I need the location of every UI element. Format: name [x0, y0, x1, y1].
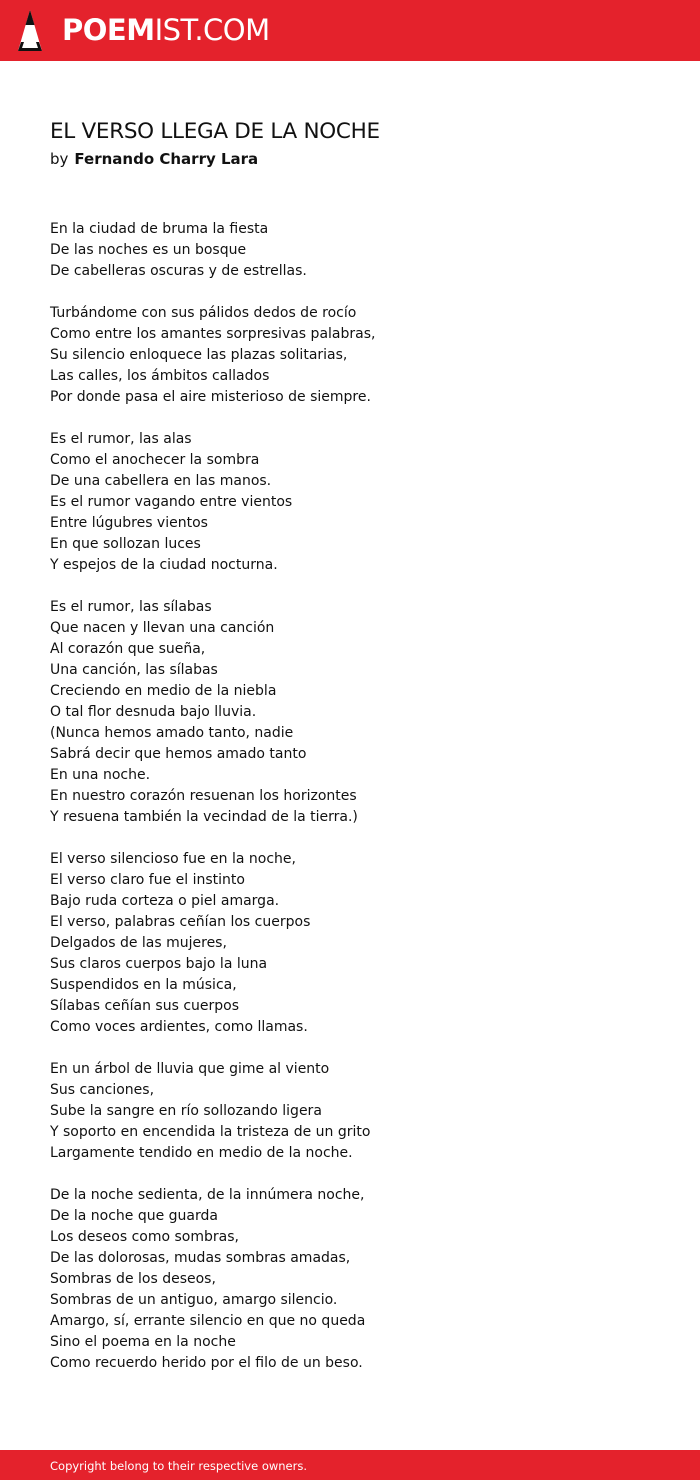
poem-line: En nuestro corazón resuenan los horizontes [50, 788, 357, 804]
poem-line: Largamente tendido en medio de la noche. [50, 1145, 353, 1161]
byline [50, 148, 258, 170]
poem-line: Turbándome con sus pálidos dedos de rocío [50, 305, 357, 321]
poem-line: (Nunca hemos amado tanto, nadie [50, 725, 294, 741]
stanza [50, 303, 670, 408]
poem-line: En que sollozan luces [50, 536, 201, 552]
logo-text-bold: POEM [62, 13, 155, 47]
poem-line: Como voces ardientes, como llamas. [50, 1019, 308, 1035]
poem-line: Una canción, las sílabas [50, 662, 218, 678]
poem-line: Y espejos de la ciudad nocturna. [50, 557, 278, 573]
poem-line: Delgados de las mujeres, [50, 935, 227, 951]
poem-line: Es el rumor, las sílabas [50, 599, 212, 615]
poem-line: Bajo ruda corteza o piel amarga. [50, 893, 280, 909]
copyright-text: Copyright belong to their respective owners. [50, 1459, 308, 1473]
poem-line: Como recuerdo herido por el filo de un beso. [50, 1355, 363, 1371]
stanza [50, 597, 670, 828]
poem-line: El verso, palabras ceñían los cuerpos [50, 914, 311, 930]
poem-line: De la noche que guarda [50, 1208, 218, 1224]
site-logo[interactable] [62, 12, 270, 48]
poem-line: Sus canciones, [50, 1082, 155, 1098]
stanza [50, 849, 670, 1038]
stanza [50, 1059, 670, 1164]
poem-line: Como entre los amantes sorpresivas palabras, [50, 326, 376, 342]
poem-body [50, 219, 670, 1395]
poem-line: En la ciudad de bruma la fiesta [50, 221, 269, 237]
poem-line: Sabrá decir que hemos amado tanto [50, 746, 307, 762]
poem-line: Sombras de los deseos, [50, 1271, 216, 1287]
poem-line: Al corazón que sueña, [50, 641, 206, 657]
pencil-tip-icon[interactable] [17, 9, 43, 52]
poem-line: Y resuena también la vecindad de la tierra.) [50, 809, 358, 825]
poem-line: Creciendo en medio de la niebla [50, 683, 277, 699]
logo-text-light: IST.COM [154, 13, 270, 47]
poem-line: Suspendidos en la música, [50, 977, 237, 993]
poem-line: Los deseos como sombras, [50, 1229, 239, 1245]
poem-line: Como el anochecer la sombra [50, 452, 260, 468]
poem-line: De las noches es un bosque [50, 242, 247, 258]
poem-line: Es el rumor, las alas [50, 431, 192, 447]
author-name: Fernando Charry Lara [74, 150, 259, 168]
poem-line: De las dolorosas, mudas sombras amadas, [50, 1250, 351, 1266]
stanza [50, 219, 670, 282]
poem-line: De cabelleras oscuras y de estrellas. [50, 263, 307, 279]
poem-line: Las calles, los ámbitos callados [50, 368, 270, 384]
poem-line: El verso claro fue el instinto [50, 872, 245, 888]
poem-line: Sus claros cuerpos bajo la luna [50, 956, 268, 972]
poem-line: Amargo, sí, errante silencio en que no queda [50, 1313, 366, 1329]
poem-line: Por donde pasa el aire misterioso de siempre. [50, 389, 371, 405]
poem-line: Sílabas ceñían sus cuerpos [50, 998, 240, 1014]
poem-line: Es el rumor vagando entre vientos [50, 494, 293, 510]
poem-line: En un árbol de lluvia que gime al viento [50, 1061, 330, 1077]
poem-line: Sube la sangre en río sollozando ligera [50, 1103, 322, 1119]
stanza [50, 429, 670, 576]
site-footer [0, 1450, 700, 1480]
poem-line: De una cabellera en las manos. [50, 473, 272, 489]
poem-line: De la noche sedienta, de la innúmera noche, [50, 1187, 365, 1203]
poem-line: O tal flor desnuda bajo lluvia. [50, 704, 257, 720]
poem-line: Sino el poema en la noche [50, 1334, 236, 1350]
poem-line: Su silencio enloquece las plazas solitarias, [50, 347, 348, 363]
poem-line: Que nacen y llevan una canción [50, 620, 275, 636]
site-header [0, 0, 700, 61]
by-label: by [50, 150, 69, 168]
stanza [50, 1185, 670, 1374]
poem-line: El verso silencioso fue en la noche, [50, 851, 296, 867]
poem-line: Sombras de un antiguo, amargo silencio. [50, 1292, 338, 1308]
poem-line: Y soporto en encendida la tristeza de un grito [50, 1124, 371, 1140]
poem-line: En una noche. [50, 767, 151, 783]
poem-line: Entre lúgubres vientos [50, 515, 208, 531]
poem-title: EL VERSO LLEGA DE LA NOCHE [50, 119, 380, 144]
